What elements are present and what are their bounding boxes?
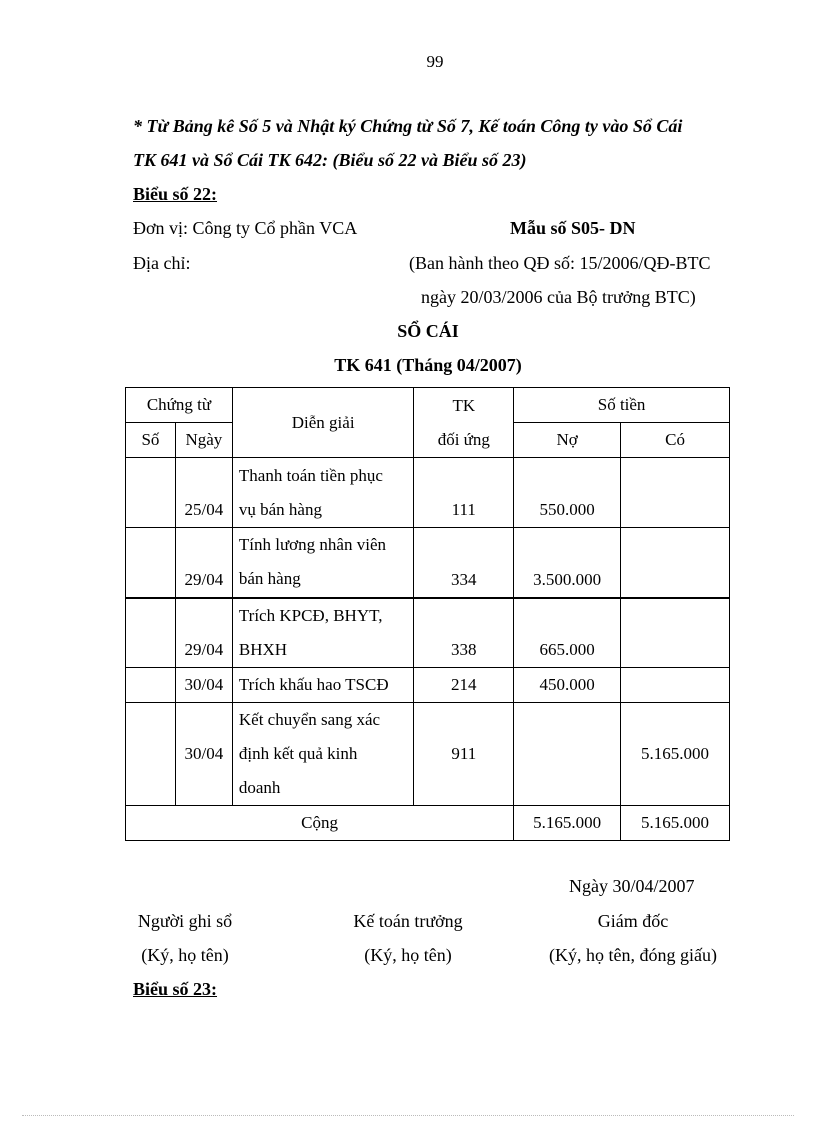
ledger-subtitle: TK 641 (Tháng 04/2007): [334, 355, 522, 375]
row-description-line: BHXH: [238, 639, 288, 659]
header-amount: Số tiền: [514, 388, 730, 423]
row-account: 911: [414, 703, 514, 806]
header-description: Diễn giải: [232, 388, 414, 458]
row-description: [232, 703, 414, 806]
total-credit: 5.165.000: [621, 806, 730, 841]
row-description: [232, 528, 414, 598]
next-form-label: Biểu số 23:: [133, 979, 218, 999]
total-row: [126, 806, 730, 841]
row-no: [126, 703, 176, 806]
total-debit: 5.165.000: [514, 806, 621, 841]
header-row-1: [126, 388, 730, 423]
row-no: [126, 458, 176, 528]
row-description-line: Kết chuyển sang xác: [238, 710, 381, 729]
row-credit: [621, 668, 730, 703]
row-description-line: Trích KPCĐ, BHYT,: [238, 605, 383, 625]
header-account-line1: TK: [452, 395, 476, 415]
row-description-line: định kết quả kinh: [238, 744, 358, 763]
row-description-line: doanh: [238, 778, 281, 797]
row-description-line: vụ bán hàng: [238, 499, 322, 519]
issued-date: ngày 20/03/2006 của Bộ trưởng BTC): [421, 287, 696, 307]
issued-by: (Ban hành theo QĐ số: 15/2006/QĐ-BTC: [409, 253, 711, 273]
row-no: [126, 668, 176, 703]
header-voucher: Chứng từ: [126, 388, 233, 423]
row-date: 25/04: [175, 458, 232, 528]
row-debit: 450.000: [514, 668, 621, 703]
sign-date: Ngày 30/04/2007: [569, 876, 695, 896]
row-credit: [621, 458, 730, 528]
row-date: 30/04: [175, 668, 232, 703]
row-credit: [621, 598, 730, 668]
header-date: Ngày: [175, 423, 232, 458]
row-debit: [514, 703, 621, 806]
header-credit: Có: [621, 423, 730, 458]
row-description: [232, 458, 414, 528]
row-no: [126, 598, 176, 668]
address-line: Địa chỉ:: [133, 253, 191, 273]
row-date: 29/04: [175, 598, 232, 668]
row-description-line: Tính lương nhân viên: [238, 535, 386, 555]
signer-note: (Ký, họ tên): [141, 945, 229, 965]
row-account: 338: [414, 598, 514, 668]
header-account-line2: đối ứng: [437, 429, 490, 449]
page-bottom-divider: [22, 1115, 794, 1116]
table-row: [126, 528, 730, 598]
form-code: Mẫu số S05- DN: [510, 218, 636, 238]
signer-note: (Ký, họ tên, đóng giấu): [549, 945, 717, 965]
row-description-line: bán hàng: [238, 569, 301, 589]
row-account: 214: [414, 668, 514, 703]
row-date: 29/04: [175, 528, 232, 598]
header-no: Số: [126, 423, 176, 458]
form-label: Biểu số 22:: [133, 184, 218, 204]
row-credit: 5.165.000: [621, 703, 730, 806]
row-account: 334: [414, 528, 514, 598]
header-account: [414, 388, 514, 458]
signer-role: Kế toán trưởng: [353, 911, 463, 931]
total-label: Cộng: [126, 806, 514, 841]
intro-line-2: TK 641 và Sổ Cái TK 642: (Biểu số 22 và Biểu số 23): [133, 150, 527, 170]
intro-line-1: * Từ Bảng kê Số 5 và Nhật ký Chứng từ Số 7, Kế toán Công ty vào Sổ Cái: [133, 116, 683, 136]
row-description: Trích khấu hao TSCĐ: [232, 668, 414, 703]
ledger-table: [125, 387, 730, 841]
row-debit: 3.500.000: [514, 528, 621, 598]
header-debit: Nợ: [514, 423, 621, 458]
row-credit: [621, 528, 730, 598]
signer-note: (Ký, họ tên): [364, 945, 452, 965]
table-row: [126, 598, 730, 668]
table-row: [126, 458, 730, 528]
row-debit: 665.000: [514, 598, 621, 668]
row-no: [126, 528, 176, 598]
table-row: [126, 668, 730, 703]
row-description: [232, 598, 414, 668]
unit-line: Đơn vị: Công ty Cổ phần VCA: [133, 218, 358, 238]
row-date: 30/04: [175, 703, 232, 806]
signer-role: Người ghi sổ: [137, 911, 233, 931]
row-description-line: Thanh toán tiền phục: [238, 465, 383, 485]
page-number: 99: [426, 52, 444, 71]
table-row: [126, 703, 730, 806]
row-account: 111: [414, 458, 514, 528]
signer-role: Giám đốc: [597, 911, 669, 931]
row-debit: 550.000: [514, 458, 621, 528]
ledger-title: SỔ CÁI: [397, 321, 459, 341]
